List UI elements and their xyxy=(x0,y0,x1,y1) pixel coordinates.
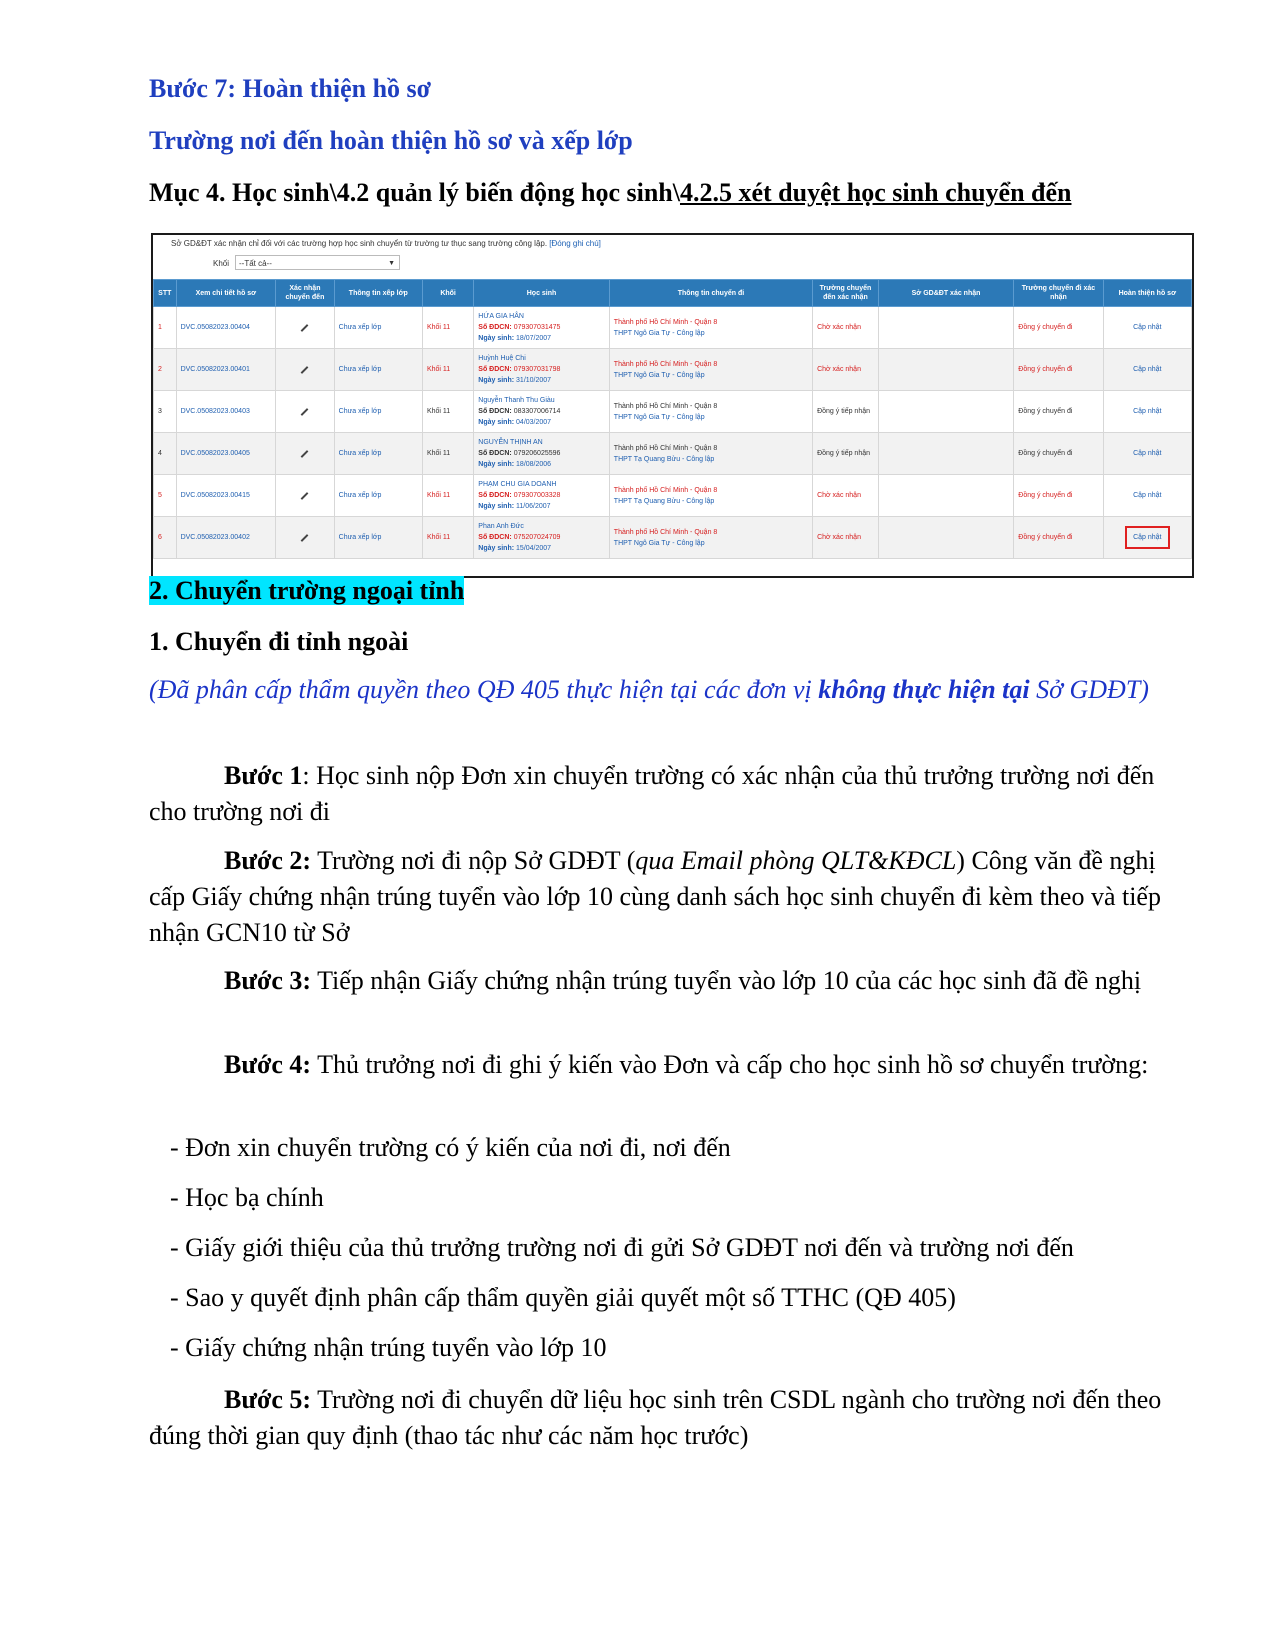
student-dob: 18/07/2007 xyxy=(516,335,552,342)
class-assignment-status: Chưa xếp lớp xyxy=(338,324,382,331)
origin-school: THPT Tạ Quang Bửu - Công lập xyxy=(613,497,715,505)
origin-location: Thành phố Hồ Chí Minh - Quận 8 xyxy=(613,360,718,368)
origin-confirm-status: Đồng ý chuyển đi xyxy=(1018,366,1073,373)
row-number: 4 xyxy=(158,450,162,457)
step-text: ) Công văn đề nghị cấp Giấy chứng nhận trúng tuyển vào lớp 10 cùng danh sách học sinh chuyển đi kèm theo và tiếp nhận GCN10 từ Sở xyxy=(149,846,1161,947)
grade-filter-value: --Tất cả-- xyxy=(239,259,272,268)
origin-confirm-status: Đồng ý chuyển đi xyxy=(1018,450,1073,457)
student-dob: 04/03/2007 xyxy=(516,419,552,426)
update-button[interactable]: Cập nhật xyxy=(1133,408,1162,415)
step-5 xyxy=(149,1382,1179,1454)
step-2 xyxy=(149,843,1179,951)
student-id: 079307031798 xyxy=(513,366,561,373)
origin-confirm-status: Đồng ý chuyển đi xyxy=(1018,492,1073,499)
table-row xyxy=(154,307,1192,349)
heading-destination-school: Trường nơi đến hoàn thiện hồ sơ và xếp lớp xyxy=(149,126,633,155)
section-interprovincial-transfer xyxy=(149,576,464,606)
origin-school: THPT Ngô Gia Tự - Công lập xyxy=(613,539,705,547)
student-dob: 15/04/2007 xyxy=(516,545,552,552)
step-text: Trường nơi đi chuyển dữ liệu học sinh trên CSDL ngành cho trường nơi đến theo đúng thời gian quy định (thao tác như các năm học trước) xyxy=(149,1385,1162,1450)
row-number: 3 xyxy=(158,408,162,415)
origin-location: Thành phố Hồ Chí Minh - Quận 8 xyxy=(613,528,718,536)
step-text-italic: qua Email phòng QLT&KĐCL xyxy=(635,846,957,875)
row-number: 5 xyxy=(158,492,162,499)
chevron-down-icon: ▼ xyxy=(388,260,395,267)
grade-filter-select[interactable] xyxy=(235,255,400,270)
destination-confirm-status: Chờ xác nhận xyxy=(817,534,861,541)
student-id: 079206025596 xyxy=(513,450,561,457)
id-label: Số ĐDCN: xyxy=(478,324,512,331)
class-assignment-status: Chưa xếp lớp xyxy=(338,450,382,457)
row-number: 6 xyxy=(158,534,162,541)
step-label: Bước 3: xyxy=(224,966,312,995)
row-number: 1 xyxy=(158,324,162,331)
step-label: Bước 1 xyxy=(224,761,303,790)
table-row xyxy=(154,349,1192,391)
student-id: 083307006714 xyxy=(513,408,561,415)
record-detail-link[interactable]: DVC.05082023.00404 xyxy=(180,324,250,331)
destination-confirm-status: Đồng ý tiếp nhận xyxy=(817,450,871,457)
destination-confirm-status: Chờ xác nhận xyxy=(817,324,861,331)
col-header: Xác nhận chuyển đến xyxy=(276,280,335,307)
list-item: - Học bạ chính xyxy=(170,1183,324,1212)
grade-label: Khối 11 xyxy=(426,450,451,457)
step-3 xyxy=(149,963,1179,999)
origin-school: THPT Ngô Gia Tự - Công lập xyxy=(613,329,705,337)
destination-confirm-status: Đồng ý tiếp nhận xyxy=(817,408,871,415)
step-label: Bước 4: xyxy=(224,1050,312,1079)
update-button[interactable]: Cập nhật xyxy=(1133,366,1162,373)
step-text: Tiếp nhận Giấy chứng nhận trúng tuyển vào lớp 10 của các học sinh đã đề nghị xyxy=(311,966,1142,995)
update-button[interactable]: Cập nhật xyxy=(1133,450,1162,457)
row-number: 2 xyxy=(158,366,162,373)
id-label: Số ĐDCN: xyxy=(478,450,512,457)
dob-label: Ngày sinh: xyxy=(478,419,515,426)
note-part-a: (Đã phân cấp thẩm quyền theo QĐ 405 thực hiện tại các đơn vị xyxy=(149,675,819,704)
col-header: STT xyxy=(154,280,177,307)
origin-confirm-status: Đồng ý chuyển đi xyxy=(1018,324,1073,331)
student-name: Nguyễn Thanh Thu Giàu xyxy=(478,397,555,404)
step-4 xyxy=(149,1047,1179,1083)
col-header: Trường chuyển đi xác nhận xyxy=(1014,280,1103,307)
grade-filter-label: Khối xyxy=(213,259,230,268)
list-item: - Giấy chứng nhận trúng tuyển vào lớp 10 xyxy=(170,1333,607,1362)
origin-location: Thành phố Hồ Chí Minh - Quận 8 xyxy=(613,486,718,494)
grade-label: Khối 11 xyxy=(426,492,451,499)
class-assignment-status: Chưa xếp lớp xyxy=(338,408,382,415)
edit-icon[interactable] xyxy=(301,450,309,458)
update-button[interactable]: Cập nhật xyxy=(1133,324,1162,331)
col-header: Sở GD&ĐT xác nhận xyxy=(878,280,1014,307)
col-header: Học sinh xyxy=(474,280,610,307)
origin-location: Thành phố Hồ Chí Minh - Quận 8 xyxy=(613,444,718,452)
col-header: Xem chi tiết hồ sơ xyxy=(176,280,276,307)
origin-location: Thành phố Hồ Chí Minh - Quận 8 xyxy=(613,318,718,326)
origin-school: THPT Ngô Gia Tự - Công lập xyxy=(613,371,705,379)
screenshot-toolbar xyxy=(153,235,1192,280)
id-label: Số ĐDCN: xyxy=(478,492,512,499)
menu-path-target: 4.2.5 xét duyệt học sinh chuyển đến xyxy=(679,178,1072,207)
col-header: Hoàn thiện hồ sơ xyxy=(1103,280,1191,307)
close-note-link[interactable]: [Đóng ghi chú] xyxy=(549,239,601,248)
list-item: - Đơn xin chuyển trường có ý kiến của nơi đi, nơi đến xyxy=(170,1133,731,1162)
highlighted-section-title: 2. Chuyển trường ngoại tỉnh xyxy=(149,576,465,605)
origin-location: Thành phố Hồ Chí Minh - Quận 8 xyxy=(613,402,718,410)
id-label: Số ĐDCN: xyxy=(478,534,512,541)
edit-icon[interactable] xyxy=(301,324,309,332)
student-name: NGUYỄN THỊNH AN xyxy=(478,439,543,446)
menu-path-prefix: Mục 4. Học sinh\4.2 quản lý biến động học sinh\ xyxy=(149,178,680,207)
edit-icon[interactable] xyxy=(301,366,309,374)
grade-label: Khối 11 xyxy=(426,366,451,373)
grade-label: Khối 11 xyxy=(426,324,451,331)
table-header-row xyxy=(154,280,1192,307)
student-dob: 18/08/2006 xyxy=(516,461,552,468)
record-detail-link[interactable]: DVC.05082023.00405 xyxy=(180,450,250,457)
student-id: 079307031475 xyxy=(513,324,561,331)
record-detail-link[interactable]: DVC.05082023.00415 xyxy=(180,492,250,499)
dob-label: Ngày sinh: xyxy=(478,503,515,510)
student-name: HỨA GIA HÂN xyxy=(478,313,524,320)
note-emphasis: không thực hiện tại xyxy=(818,675,1030,704)
id-label: Số ĐDCN: xyxy=(478,366,512,373)
record-detail-link[interactable]: DVC.05082023.00403 xyxy=(180,408,250,415)
student-name: PHẠM CHU GIA DOANH xyxy=(478,481,557,488)
update-button-highlight xyxy=(1125,526,1169,549)
class-assignment-status: Chưa xếp lớp xyxy=(338,492,382,499)
step-text: Trường nơi đi nộp Sở GDĐT ( xyxy=(311,846,636,875)
list-item: - Sao y quyết định phân cấp thẩm quyền giải quyết một số TTHC (QĐ 405) xyxy=(170,1283,956,1312)
student-name: Phan Anh Đức xyxy=(478,523,524,530)
record-detail-link[interactable]: DVC.05082023.00401 xyxy=(180,366,250,373)
col-header: Trường chuyển đến xác nhận xyxy=(813,280,879,307)
subsection-transfer-out: 1. Chuyển đi tỉnh ngoài xyxy=(149,627,409,656)
step-text: : Học sinh nộp Đơn xin chuyển trường có xác nhận của thủ trưởng trường nơi đến cho trường nơi đi xyxy=(149,761,1155,826)
table-row xyxy=(154,517,1192,559)
step-text: Thủ trưởng nơi đi ghi ý kiến vào Đơn và cấp cho học sinh hồ sơ chuyển trường: xyxy=(311,1050,1149,1079)
table-row xyxy=(154,391,1192,433)
dob-label: Ngày sinh: xyxy=(478,545,515,552)
edit-icon[interactable] xyxy=(301,534,309,542)
origin-school: THPT Ngô Gia Tự - Công lập xyxy=(613,413,705,421)
grade-label: Khối 11 xyxy=(426,534,451,541)
student-dob: 31/10/2007 xyxy=(516,377,552,384)
id-label: Số ĐDCN: xyxy=(478,408,512,415)
edit-icon[interactable] xyxy=(301,408,309,416)
origin-confirm-status: Đồng ý chuyển đi xyxy=(1018,534,1073,541)
grade-label: Khối 11 xyxy=(426,408,451,415)
col-header: Thông tin xếp lớp xyxy=(334,280,422,307)
destination-confirm-status: Chờ xác nhận xyxy=(817,492,861,499)
note-part-c: Sở GDĐT) xyxy=(1029,675,1149,704)
class-assignment-status: Chưa xếp lớp xyxy=(338,534,382,541)
list-item: - Giấy giới thiệu của thủ trưởng trường nơi đi gửi Sở GDĐT nơi đến và trường nơi đến xyxy=(170,1233,1074,1262)
record-detail-link[interactable]: DVC.05082023.00402 xyxy=(180,534,250,541)
transfer-students-table xyxy=(153,279,1192,559)
student-id: 075207024709 xyxy=(513,534,561,541)
step-1 xyxy=(149,758,1179,830)
step-label: Bước 5: xyxy=(224,1385,312,1414)
col-header: Thông tin chuyển đi xyxy=(609,280,812,307)
student-dob: 11/06/2007 xyxy=(516,503,551,510)
dob-label: Ngày sinh: xyxy=(478,335,515,342)
step-label: Bước 2: xyxy=(224,846,312,875)
info-note xyxy=(171,239,601,248)
update-button[interactable]: Cập nhật xyxy=(1133,534,1162,541)
heading-menu-path xyxy=(149,178,1071,208)
heading-step7: Bước 7: Hoàn thiện hồ sơ xyxy=(149,74,432,103)
origin-school: THPT Tạ Quang Bửu - Công lập xyxy=(613,455,715,463)
update-button[interactable]: Cập nhật xyxy=(1133,492,1162,499)
col-header: Khối xyxy=(422,280,473,307)
delegation-note xyxy=(149,672,1179,708)
student-id: 079307003328 xyxy=(513,492,561,499)
app-screenshot xyxy=(151,233,1194,578)
dob-label: Ngày sinh: xyxy=(478,377,515,384)
student-name: Huỳnh Huệ Chi xyxy=(478,355,526,362)
edit-icon[interactable] xyxy=(301,492,309,500)
class-assignment-status: Chưa xếp lớp xyxy=(338,366,382,373)
origin-confirm-status: Đồng ý chuyển đi xyxy=(1018,408,1073,415)
table-row xyxy=(154,433,1192,475)
table-row xyxy=(154,475,1192,517)
info-note-text: Sở GD&ĐT xác nhận chỉ đối với các trường hợp học sinh chuyển từ trường tư thục sang trường công lập. xyxy=(171,239,548,248)
destination-confirm-status: Chờ xác nhận xyxy=(817,366,861,373)
dob-label: Ngày sinh: xyxy=(478,461,515,468)
